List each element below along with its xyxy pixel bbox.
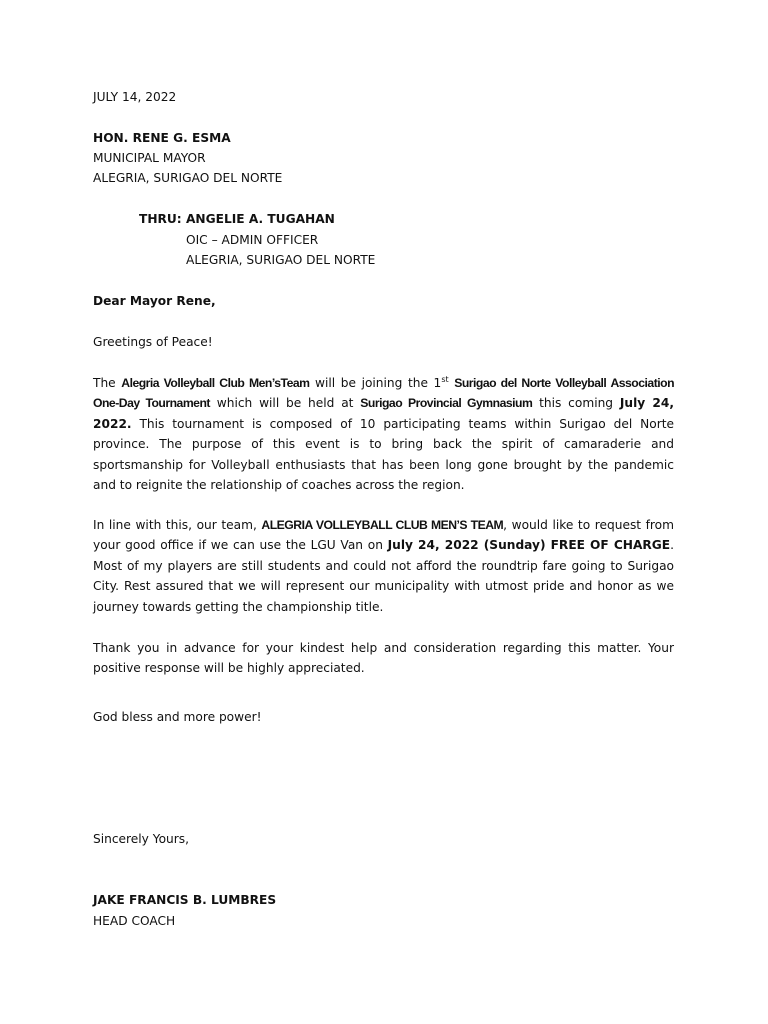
recipient-address: ALEGRIA, SURIGAO DEL NORTE xyxy=(93,171,283,185)
para2-text-2: , would like to request from your good office if we can use the LGU Van on xyxy=(93,518,675,553)
para1-text-5: this coming xyxy=(532,396,620,411)
signatory-title: HEAD COACH xyxy=(93,914,176,928)
venue-name: Surigao Provincial Gymnasium xyxy=(360,396,533,411)
event-name: Surigao del Norte Volleyball Association One-Day Tournament xyxy=(93,376,675,411)
thru-address: ALEGRIA, SURIGAO DEL NORTE xyxy=(186,253,376,267)
team-name-caps: ALEGRIA VOLLEYBALL CLUB MEN’S TEAM xyxy=(261,518,504,532)
signatory-name: JAKE FRANCIS B. LUMBRES xyxy=(93,893,277,907)
para1-text-6: This tournament is composed of 10 participating teams within Surigao del Norte province. The purpose of this event is to bring back the spirit of camaraderie and sportsmanship for Volleyball enthusiasts that has been long gone brought by the pandemic and to reignite the relationship of coaches across the region. xyxy=(93,416,674,493)
greeting: Greetings of Peace! xyxy=(93,335,213,349)
ordinal-superscript: st xyxy=(441,374,449,384)
salutation: Dear Mayor Rene, xyxy=(93,294,216,308)
closing-wish: God bless and more power! xyxy=(93,710,262,724)
letter-date: JULY 14, 2022 xyxy=(93,90,177,104)
para1-text-2: will be joining the 1 xyxy=(309,376,442,390)
para2-text-1: In line with this, our team, xyxy=(93,518,262,532)
team-name: Alegria Volleyball Club Men’sTeam xyxy=(121,376,310,390)
recipient-title: MUNICIPAL MAYOR xyxy=(93,151,206,165)
event-date: July 24, 2022. xyxy=(93,396,674,431)
body-paragraph-3: Thank you in advance for your kindest help and consideration regarding this matter. Your positive response will be highly appreciated. xyxy=(93,641,674,676)
request-date: July 24, 2022 (Sunday) FREE OF CHARGE xyxy=(387,538,671,553)
body-paragraph-2 xyxy=(93,515,674,617)
body-paragraph-1 xyxy=(93,373,674,495)
thru-label: THRU: xyxy=(139,212,182,226)
thru-title: OIC – ADMIN OFFICER xyxy=(186,233,319,247)
thru-name: ANGELIE A. TUGAHAN xyxy=(186,212,335,226)
recipient-name: HON. RENE G. ESMA xyxy=(93,131,231,145)
para1-text-1: The xyxy=(93,376,122,390)
para2-text-3: . Most of my players are still students and could not afford the roundtrip fare going to Surigao City. Rest assured that we will represent our municipality with utmost pride and honor as we journey towards getting the championship title. xyxy=(93,538,674,614)
closing: Sincerely Yours, xyxy=(93,832,189,846)
para1-text-4: which will be held at xyxy=(209,396,361,411)
